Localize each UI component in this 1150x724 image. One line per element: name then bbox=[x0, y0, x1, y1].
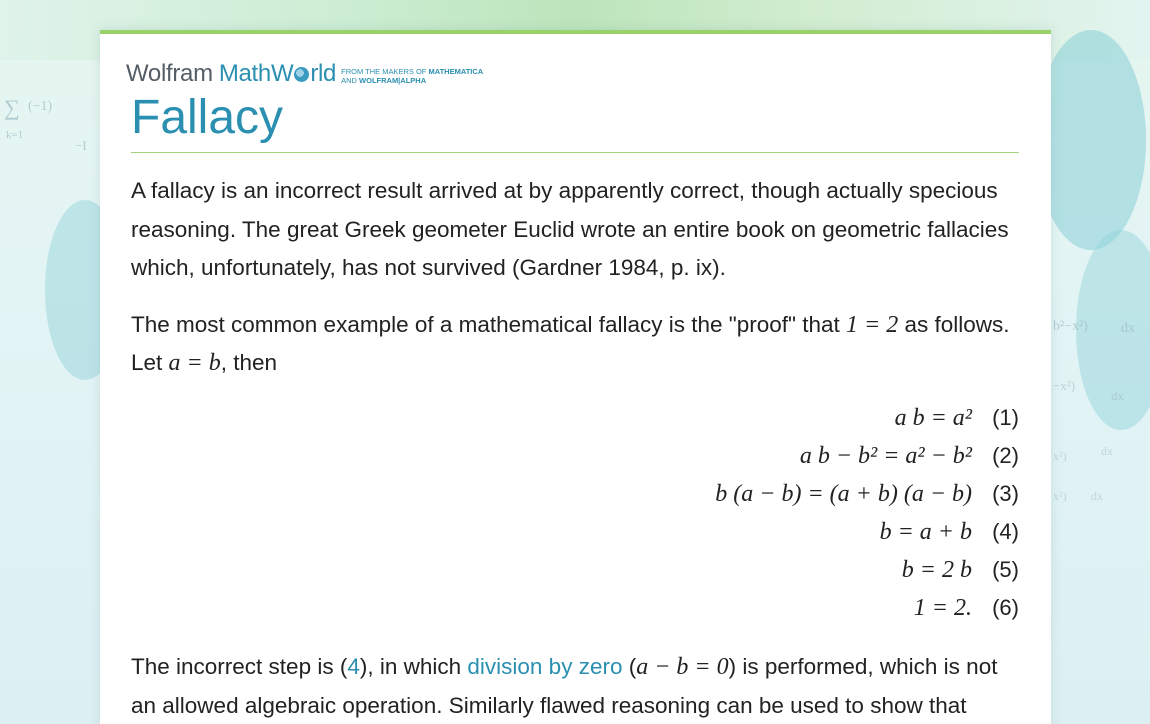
math-inline: a = b bbox=[168, 350, 221, 376]
paragraph-intro: A fallacy is an incorrect result arrived at by apparently correct, though actually specious reasoning. The great Greek geometer Euclid wrote an entire book on geometric fallacies which, unfortunately, has not survived (Gardner 1984, p. ix). bbox=[131, 178, 1009, 280]
equation-expression: a b = a² bbox=[894, 404, 972, 431]
equation-block bbox=[131, 399, 1019, 627]
tagline-wolframalpha: WOLFRAM|ALPHA bbox=[359, 76, 427, 85]
equation-expression: 1 = 2. bbox=[913, 594, 972, 621]
equation-number: (6) bbox=[992, 595, 1019, 620]
paragraph-proof-intro bbox=[131, 306, 1019, 383]
equation-number: (3) bbox=[992, 481, 1019, 506]
svg-text:x²): x²) bbox=[1053, 449, 1067, 463]
equation-row bbox=[131, 589, 1019, 627]
svg-text:dx: dx bbox=[1101, 444, 1113, 458]
title-divider bbox=[131, 152, 1019, 153]
svg-text:dx: dx bbox=[1111, 388, 1124, 403]
svg-text:dx: dx bbox=[1121, 321, 1135, 336]
paragraph-explanation bbox=[131, 648, 1019, 724]
math-inline: 1 = 2 bbox=[846, 311, 899, 338]
globe-icon bbox=[294, 67, 309, 82]
tagline-line1-text: FROM THE MAKERS OF bbox=[341, 67, 429, 76]
equation-number: (5) bbox=[992, 557, 1019, 582]
equation-row bbox=[131, 513, 1019, 551]
background-math-decoration-left bbox=[0, 60, 100, 380]
svg-text:∑: ∑ bbox=[4, 95, 20, 120]
svg-text:dx: dx bbox=[1091, 489, 1103, 503]
equation-ref-link[interactable]: 4 bbox=[347, 654, 360, 679]
brand-wolfram: Wolfram bbox=[126, 60, 213, 87]
tagline-line2 bbox=[341, 76, 426, 85]
background-math-decoration-right bbox=[1051, 20, 1150, 580]
svg-text:(−1): (−1) bbox=[28, 99, 53, 114]
paragraph-text: The most common example of a mathematical fallacy is the "proof" that bbox=[131, 311, 847, 337]
tagline-line1 bbox=[341, 67, 483, 76]
brand-mathworld-pre: MathW bbox=[218, 60, 294, 87]
brand-tagline bbox=[341, 67, 483, 85]
svg-text:k=1: k=1 bbox=[6, 129, 24, 141]
paragraph-text: ), in which bbox=[359, 654, 468, 679]
article-body bbox=[131, 172, 1019, 401]
equation-expression: b = 2 b bbox=[901, 556, 972, 583]
equation-row bbox=[131, 551, 1019, 589]
brand-mathworld bbox=[219, 60, 336, 88]
equation-number: (1) bbox=[992, 405, 1019, 430]
paragraph-text: , then bbox=[220, 350, 278, 375]
svg-text:x²): x²) bbox=[1053, 489, 1067, 503]
math-inline: a − b = 0 bbox=[636, 654, 729, 680]
paragraph-text: ) is performed, which is not an allowed algebraic operation. Similarly flawed reasoning can be used to show that bbox=[131, 654, 998, 718]
svg-text:b²−x²): b²−x²) bbox=[1053, 319, 1088, 334]
brand-mathworld-post: rld bbox=[310, 60, 337, 87]
content-card bbox=[100, 30, 1051, 724]
tagline-mathematica: MATHEMATICA bbox=[428, 67, 484, 76]
paragraph-text: The incorrect step is ( bbox=[131, 654, 348, 679]
equation-row bbox=[131, 475, 1019, 513]
paragraph-text: as follows. Let bbox=[131, 311, 1010, 375]
svg-text:−x²): −x²) bbox=[1053, 378, 1076, 393]
tagline-line2-text: AND bbox=[341, 76, 360, 85]
mathworld-logo[interactable] bbox=[126, 60, 483, 88]
equation-number: (4) bbox=[992, 519, 1019, 544]
equation-expression: b = a + b bbox=[879, 518, 972, 545]
equation-number: (2) bbox=[992, 443, 1019, 468]
equation-expression: b (a − b) = (a + b) (a − b) bbox=[715, 480, 972, 507]
division-by-zero-link[interactable]: division by zero bbox=[467, 654, 623, 679]
equation-row bbox=[131, 437, 1019, 475]
page-title: Fallacy bbox=[131, 91, 284, 144]
equation-row bbox=[131, 399, 1019, 437]
paragraph-text: ( bbox=[622, 654, 637, 679]
equation-expression: a b − b² = a² − b² bbox=[799, 442, 972, 469]
svg-text:−I: −I bbox=[75, 138, 87, 153]
